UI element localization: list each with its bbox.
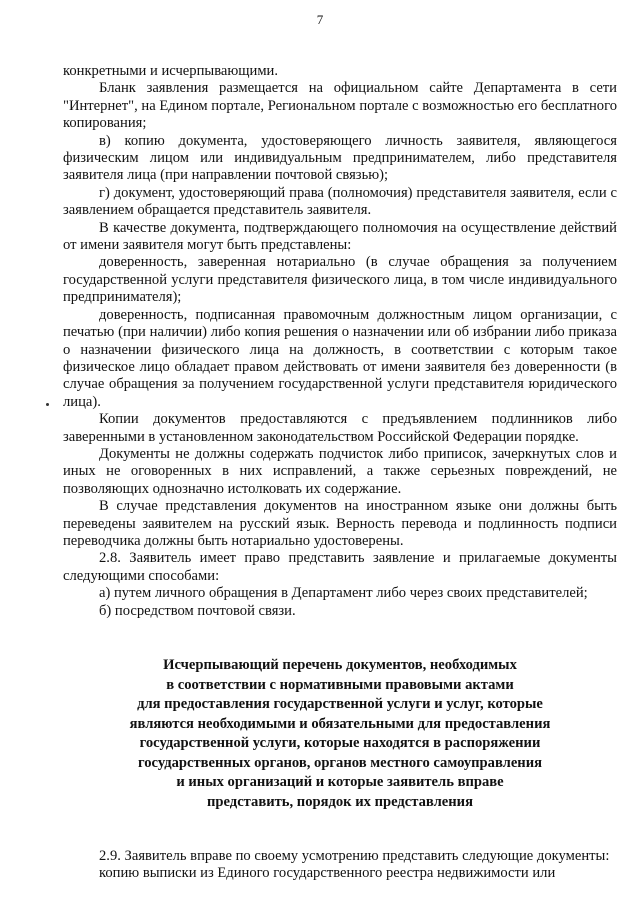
paragraph: копию выписки из Единого государственного реестра недвижимости или	[99, 865, 556, 882]
paragraph: 2.8. Заявитель имеет право представить заявление и прилагаемые документы следующими способами:	[63, 550, 617, 584]
margin-dot	[46, 403, 49, 406]
page-number: 7	[316, 12, 324, 27]
paragraph: б) посредством почтовой связи.	[99, 602, 296, 619]
paragraph: Документы не должны содержать подчисток либо приписок, зачеркнутых слов и иных не оговоренных в них исправлений, а также серьезных повреждений, не позволяющих однозначно истолковать их содержание.	[63, 445, 617, 497]
paragraph: конкретными и исчерпывающими.	[63, 63, 279, 79]
section-heading	[63, 656, 617, 812]
heading-line: государственной услуги, которые находятся в распоряжении	[139, 735, 541, 751]
paragraph: а) путем личного обращения в Департамент либо через своих представителей;	[99, 585, 588, 602]
document-body	[63, 63, 617, 883]
paragraph: г) документ, удостоверяющий права (полномочия) представителя заявителя, если с заявлением обращается представитель заявителя.	[63, 184, 617, 219]
paragraphs-bottom	[63, 848, 617, 883]
paragraph: Бланк заявления размещается на официальном сайте Департамента в сети "Интернет", на Едином портале, Региональном портале с возможностью его бесплатного копирования;	[63, 80, 617, 132]
paragraph: В случае представления документов на иностранном языке они должны быть переведены заявителем на русский язык. Верность перевода и подлинность подписи переводчика должны быть нотариально удостоверены.	[63, 498, 617, 549]
paragraph: В качестве документа, подтверждающего полномочия на осуществление действий от имени заявителя могут быть представлены:	[63, 219, 617, 254]
heading-line: для предоставления государственной услуги и услуг, которые	[137, 696, 543, 712]
paragraphs-top	[63, 63, 617, 620]
heading-line: в соответствии с нормативными правовыми актами	[166, 676, 514, 693]
paragraph: в) копию документа, удостоверяющего личность заявителя, являющегося физическим лицом или индивидуальным предпринимателем, либо представителя заявителя лица (при направлении почтовой связью);	[63, 132, 617, 184]
paragraph: доверенность, подписанная правомочным должностным лицом организации, с печатью (при наличии) либо копия решения о назначении или об избрании либо приказа о назначении физического лица на должность, в соответствии с которым такое физическое лицо обладает правом действовать от имени заявителя без доверенности (в случае обращения за получением государственной услуги представителя юридического лица).	[63, 306, 617, 410]
heading-line: и иных организаций и которые заявитель вправе	[176, 774, 504, 790]
paragraph: 2.9. Заявитель вправе по своему усмотрению представить следующие документы:	[99, 848, 610, 864]
heading-line: представить, порядок их представления	[207, 793, 473, 810]
paragraph: доверенность, заверенная нотариально (в случае обращения за получением государственной услуги представителя физического лица, в том числе индивидуального предпринимателя);	[63, 254, 617, 306]
paragraph: Копии документов предоставляются с предъявлением подлинников либо заверенными в установленном законодательством Российской Федерации порядке.	[63, 411, 617, 445]
heading-line: являются необходимыми и обязательными для предоставления	[129, 715, 551, 732]
heading-line: Исчерпывающий перечень документов, необходимых	[163, 657, 517, 673]
heading-line: государственных органов, органов местного самоуправления	[137, 754, 543, 771]
